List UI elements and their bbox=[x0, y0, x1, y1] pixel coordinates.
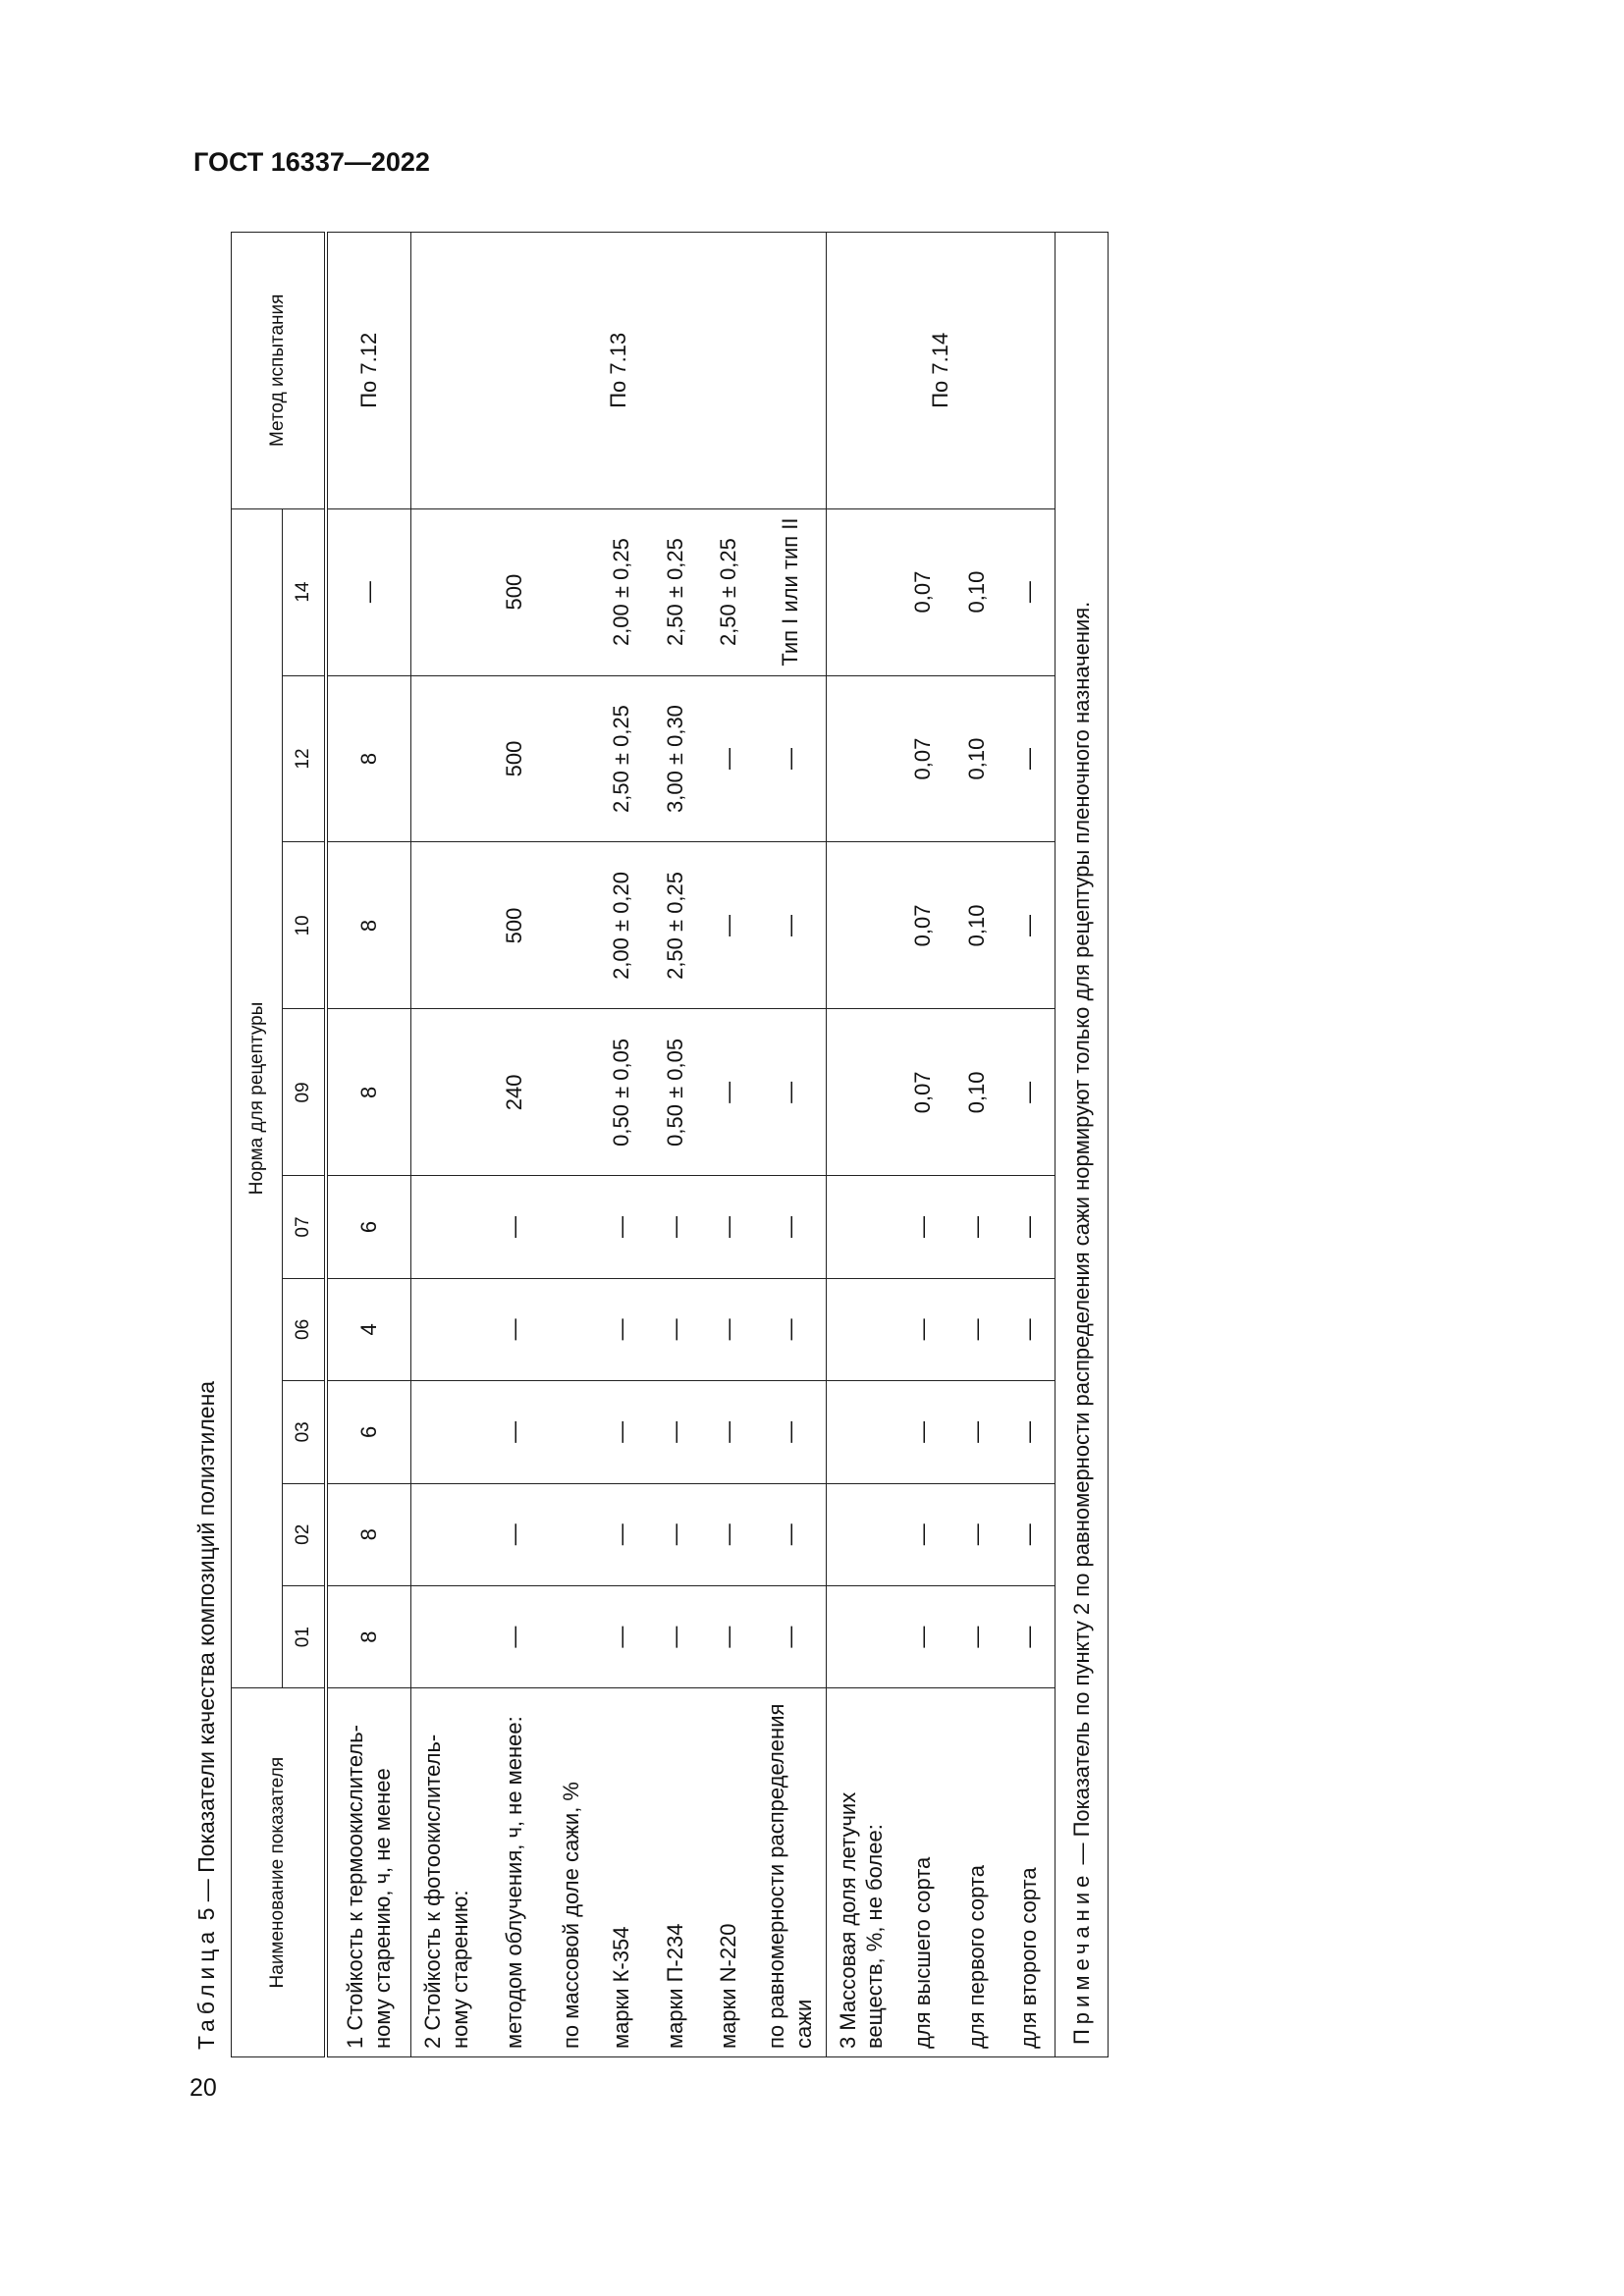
cell-value: 8 bbox=[326, 1483, 411, 1585]
cell-value: — bbox=[896, 1585, 949, 1687]
cell-value: — bbox=[595, 1278, 648, 1380]
cell-value: — bbox=[896, 1176, 949, 1278]
cell-value: 8 bbox=[326, 675, 411, 842]
cell-value: — bbox=[1003, 508, 1055, 675]
cell-value bbox=[548, 1009, 595, 1176]
header-recipe-07: 07 bbox=[283, 1176, 326, 1278]
cell-value: — bbox=[481, 1278, 548, 1380]
header-recipe-02: 02 bbox=[283, 1483, 326, 1585]
cell-value bbox=[826, 1585, 896, 1687]
cell-value: — bbox=[755, 1381, 826, 1483]
cell-value: — bbox=[896, 1278, 949, 1380]
cell-value: — bbox=[702, 1278, 755, 1380]
cell-value bbox=[826, 1381, 896, 1483]
cell-value: 4 bbox=[326, 1278, 411, 1380]
row-label: для второго сорта bbox=[1003, 1688, 1055, 2057]
cell-value bbox=[411, 1585, 482, 1687]
cell-value: — bbox=[949, 1483, 1002, 1585]
cell-value: — bbox=[896, 1483, 949, 1585]
cell-value bbox=[826, 675, 896, 842]
cell-value bbox=[548, 1585, 595, 1687]
cell-value: — bbox=[1003, 1381, 1055, 1483]
cell-value: — bbox=[896, 1381, 949, 1483]
row-label: 3 Массовая доля летучих веществ, %, не более: bbox=[826, 1688, 896, 2057]
cell-value: 0,50 ± 0,05 bbox=[595, 1009, 648, 1176]
cell-value: — bbox=[949, 1381, 1002, 1483]
cell-value: — bbox=[755, 1585, 826, 1687]
row-label: методом облучения, ч, не менее: bbox=[481, 1688, 548, 2057]
cell-value bbox=[826, 1483, 896, 1585]
cell-value bbox=[826, 1176, 896, 1278]
cell-value bbox=[411, 1278, 482, 1380]
table-row bbox=[826, 233, 896, 2057]
row-label: марки N-220 bbox=[702, 1688, 755, 2057]
cell-value: 0,10 bbox=[949, 1009, 1002, 1176]
header-method: Метод испытания bbox=[232, 233, 326, 509]
cell-value: 2,50 ± 0,25 bbox=[595, 675, 648, 842]
cell-value: — bbox=[949, 1585, 1002, 1687]
cell-value: 2,00 ± 0,25 bbox=[595, 508, 648, 675]
cell-value: 6 bbox=[326, 1176, 411, 1278]
method-cell: По 7.14 bbox=[826, 233, 1055, 509]
cell-value bbox=[548, 1483, 595, 1585]
row-label: марки П-234 bbox=[648, 1688, 701, 2057]
cell-value: — bbox=[595, 1483, 648, 1585]
cell-value: Тип I или тип II bbox=[755, 508, 826, 675]
header-recipe-09: 09 bbox=[283, 1009, 326, 1176]
cell-value: — bbox=[1003, 1176, 1055, 1278]
cell-value: — bbox=[648, 1278, 701, 1380]
cell-value: 2,50 ± 0,25 bbox=[648, 842, 701, 1009]
cell-value: 0,50 ± 0,05 bbox=[648, 1009, 701, 1176]
cell-value: — bbox=[326, 508, 411, 675]
header-row bbox=[232, 233, 283, 2057]
cell-value: — bbox=[1003, 842, 1055, 1009]
cell-value: — bbox=[755, 1009, 826, 1176]
header-recipe-01: 01 bbox=[283, 1585, 326, 1687]
cell-value: — bbox=[1003, 1278, 1055, 1380]
cell-value: — bbox=[702, 1009, 755, 1176]
cell-value: — bbox=[702, 675, 755, 842]
cell-value bbox=[548, 1381, 595, 1483]
cell-value bbox=[826, 508, 896, 675]
table-caption bbox=[193, 1381, 220, 2050]
cell-value: — bbox=[648, 1585, 701, 1687]
cell-value: — bbox=[702, 842, 755, 1009]
cell-value: 500 bbox=[481, 842, 548, 1009]
cell-value: 500 bbox=[481, 508, 548, 675]
page-number: 20 bbox=[189, 2074, 217, 2102]
row-label: 2 Стойкость к фотоокислительному старению: bbox=[411, 1688, 482, 2057]
table-row bbox=[326, 233, 411, 2057]
cell-value: — bbox=[702, 1381, 755, 1483]
cell-value: — bbox=[481, 1381, 548, 1483]
quality-table bbox=[231, 232, 1109, 2057]
cell-value: — bbox=[648, 1483, 701, 1585]
row-label: для первого сорта bbox=[949, 1688, 1002, 2057]
table-note bbox=[1055, 233, 1108, 2057]
cell-value bbox=[411, 842, 482, 1009]
cell-value bbox=[548, 1176, 595, 1278]
cell-value bbox=[411, 1381, 482, 1483]
cell-value bbox=[411, 508, 482, 675]
cell-value bbox=[411, 1176, 482, 1278]
cell-value: 0,07 bbox=[896, 842, 949, 1009]
row-label: для высшего сорта bbox=[896, 1688, 949, 2057]
cell-value bbox=[548, 1278, 595, 1380]
cell-value: 2,00 ± 0,20 bbox=[595, 842, 648, 1009]
row-label: по массовой доле сажи, % bbox=[548, 1688, 595, 2057]
method-cell: По 7.12 bbox=[326, 233, 411, 509]
cell-value: 0,07 bbox=[896, 1009, 949, 1176]
cell-value: — bbox=[481, 1585, 548, 1687]
cell-value: 0,10 bbox=[949, 842, 1002, 1009]
cell-value: 500 bbox=[481, 675, 548, 842]
row-label: 1 Стойкость к термоокислительному старению, ч, не менее bbox=[326, 1688, 411, 2057]
cell-value: — bbox=[702, 1585, 755, 1687]
cell-value: — bbox=[481, 1176, 548, 1278]
cell-value bbox=[548, 675, 595, 842]
cell-value bbox=[826, 1009, 896, 1176]
cell-value: — bbox=[595, 1381, 648, 1483]
header-recipe-06: 06 bbox=[283, 1278, 326, 1380]
cell-value: 240 bbox=[481, 1009, 548, 1176]
note-text: — Показатель по пункту 2 по равномерности распределения сажи нормируют только для рецептуры пленочного назначения. bbox=[1068, 601, 1094, 1871]
table-row bbox=[411, 233, 482, 2057]
cell-value: 0,07 bbox=[896, 508, 949, 675]
cell-value: — bbox=[648, 1381, 701, 1483]
cell-value: 6 bbox=[326, 1381, 411, 1483]
cell-value: — bbox=[755, 675, 826, 842]
cell-value: — bbox=[1003, 675, 1055, 842]
cell-value bbox=[826, 1278, 896, 1380]
cell-value: — bbox=[648, 1176, 701, 1278]
caption-title: 5 — Показатели качества композиций полиэтилена bbox=[193, 1380, 219, 1927]
header-recipe-14: 14 bbox=[283, 508, 326, 675]
caption-label: Таблица bbox=[193, 1926, 219, 2050]
cell-value: — bbox=[755, 842, 826, 1009]
row-label: по равномерности распределения сажи bbox=[755, 1688, 826, 2057]
cell-value: 8 bbox=[326, 842, 411, 1009]
cell-value: — bbox=[755, 1176, 826, 1278]
cell-value: 0,10 bbox=[949, 508, 1002, 675]
cell-value: 0,10 bbox=[949, 675, 1002, 842]
cell-value bbox=[411, 1009, 482, 1176]
cell-value: — bbox=[702, 1483, 755, 1585]
cell-value bbox=[411, 1483, 482, 1585]
cell-value: — bbox=[702, 1176, 755, 1278]
cell-value: 2,50 ± 0,25 bbox=[702, 508, 755, 675]
cell-value: — bbox=[755, 1278, 826, 1380]
cell-value: — bbox=[1003, 1585, 1055, 1687]
document-header: ГОСТ 16337—2022 bbox=[193, 147, 430, 177]
cell-value: — bbox=[595, 1585, 648, 1687]
cell-value: — bbox=[1003, 1009, 1055, 1176]
cell-value: — bbox=[595, 1176, 648, 1278]
rotated-table-frame bbox=[231, 232, 1109, 2057]
cell-value: 3,00 ± 0,30 bbox=[648, 675, 701, 842]
header-recipe-03: 03 bbox=[283, 1381, 326, 1483]
cell-value: — bbox=[949, 1176, 1002, 1278]
cell-value bbox=[411, 675, 482, 842]
table-note-row bbox=[1055, 233, 1108, 2057]
row-label: марки К-354 bbox=[595, 1688, 648, 2057]
cell-value bbox=[826, 842, 896, 1009]
header-recipe-10: 10 bbox=[283, 842, 326, 1009]
cell-value: 2,50 ± 0,25 bbox=[648, 508, 701, 675]
note-label: Примечание bbox=[1068, 1870, 1094, 2045]
header-norm: Норма для рецептуры bbox=[232, 508, 283, 1688]
cell-value bbox=[548, 508, 595, 675]
header-name: Наименование показателя bbox=[232, 1688, 326, 2057]
cell-value: 0,07 bbox=[896, 675, 949, 842]
cell-value: 8 bbox=[326, 1585, 411, 1687]
cell-value: — bbox=[949, 1278, 1002, 1380]
header-recipe-12: 12 bbox=[283, 675, 326, 842]
cell-value: — bbox=[1003, 1483, 1055, 1585]
cell-value: — bbox=[481, 1483, 548, 1585]
cell-value: 8 bbox=[326, 1009, 411, 1176]
method-cell: По 7.13 bbox=[411, 233, 826, 509]
cell-value bbox=[548, 842, 595, 1009]
cell-value: — bbox=[755, 1483, 826, 1585]
